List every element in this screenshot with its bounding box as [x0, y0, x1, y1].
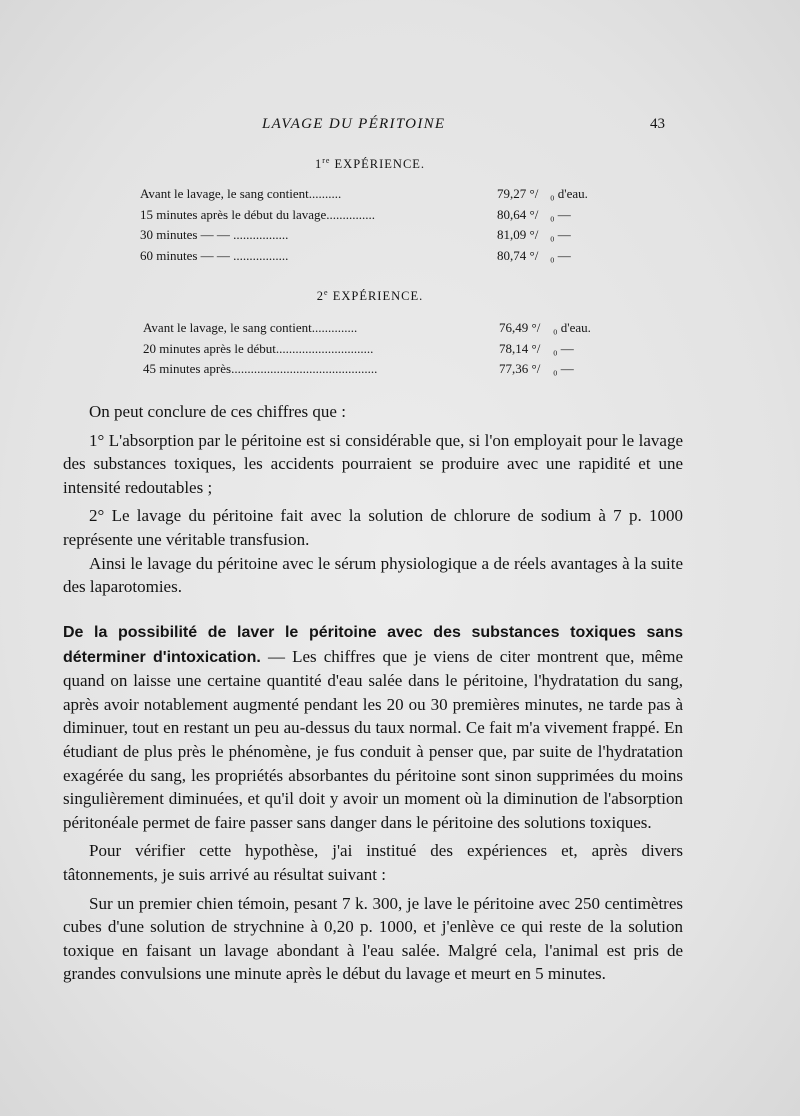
- paragraph: Ainsi le lavage du péritoine avec le sérum physiologique a de réels avantages à la suite des laparotomies.: [63, 553, 683, 597]
- body-text-block-2: [63, 620, 683, 986]
- table-row: 20 minutes après le début.............................. 78,14 °/ ₀ —: [143, 340, 574, 356]
- table-row: 60 minutes — — ................. 80,74 °/ ₀ —: [140, 247, 571, 263]
- experience-2-table: [143, 318, 623, 380]
- page-header: [0, 116, 800, 136]
- paragraph: Pour vérifier cette hypothèse, j'ai institué des expériences et, après divers tâtonnements, je suis arrivé au résultat suivant :: [63, 841, 683, 884]
- paragraph: Sur un premier chien témoin, pesant 7 k. 300, je lave le péritoine avec 250 centimètres cubes d'une solution de strychnine à 0,20 p. 1000, et j'enlève ce qui reste de la solution toxique en faisant un lavage abondant à l'eau salée. Malgré cela, l'animal est pris de grandes convulsions une minute après le début du lavage et meurt en 5 minutes.: [63, 893, 683, 984]
- table-row: Avant le lavage, le sang contient.............. 76,49 °/ ₀ d'eau.: [143, 320, 591, 335]
- experience-2-title: 2e EXPÉRIENCE.: [316, 288, 424, 304]
- table-row: 30 minutes — — ................. 81,09 °/ ₀ —: [140, 227, 571, 242]
- table-row: 15 minutes après le début du lavage............... 80,64 °/ ₀ —: [140, 206, 571, 222]
- paragraph: On peut conclure de ces chiffres que :: [89, 402, 346, 421]
- section-text: — Les chiffres que je viens de citer montrent que, même quand on laisse une certaine quantité d'eau salée dans le péritoine, l'hydratation du sang, après avoir notablement augmenté pendant les 20 ou 30 premières minutes, ne tarde pas à diminuer, tout en restant un peu au-dessus du taux normal. Ce fait m'a vivement frappé. En étudiant de plus près le phénomène, je fus conduit à penser que, par suite de l'hydratation exagérée du sang, les propriétés absorbantes du péritoine sont sinon supprimées du moins singulièrement diminuées, et qu'il doit y avoir un moment où la diminution de l'absorption péritonéale permet de faire passer sans danger dans le péritoine des solutions toxiques.: [63, 646, 683, 832]
- paragraph: 1° L'absorption par le péritoine est si considérable que, si l'on employait pour le lavage des substances toxiques, les accidents pourraient se produire avec une rapidité et une intensité redoutables ;: [63, 430, 683, 497]
- section-heading: De la possibilité de laver le péritoine avec des substances toxiques sans déterminer d'intoxication.: [63, 624, 683, 666]
- experience-1-title: 1re EXPÉRIENCE.: [314, 156, 426, 172]
- body-text-block-1: [63, 400, 683, 599]
- section-paragraph: [63, 620, 683, 834]
- table-row: Avant le lavage, le sang contient.......... 79,27 °/ ₀ d'eau.: [140, 186, 588, 201]
- running-title: LAVAGE DU PÉRITOINE: [262, 116, 446, 132]
- paragraph: 2° Le lavage du péritoine fait avec la solution de chlorure de sodium à 7 p. 1000 représente une véritable transfusion.: [63, 506, 683, 549]
- experience-1-table: [140, 184, 620, 266]
- page-number: 43: [650, 116, 665, 132]
- table-row: 45 minutes après............................................. 77,36 °/ ₀ —: [143, 361, 574, 376]
